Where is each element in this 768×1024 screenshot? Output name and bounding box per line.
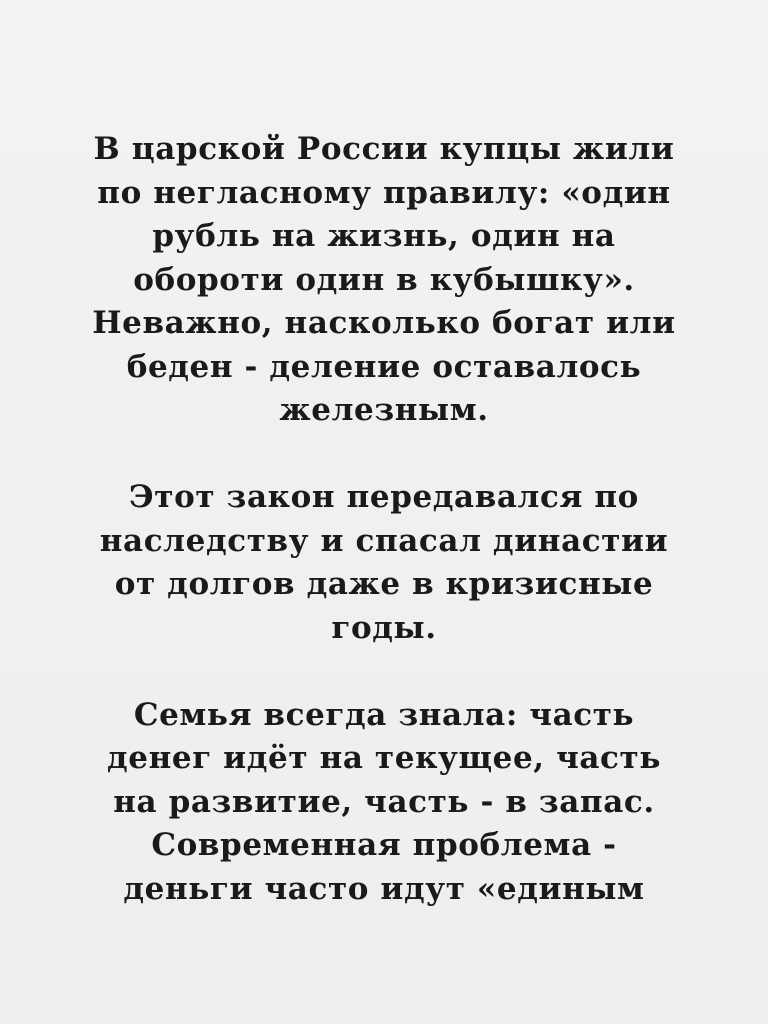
text-line: Современная проблема - bbox=[151, 827, 617, 863]
text-line: беден - деление оставалось bbox=[126, 348, 642, 385]
paragraph-merchant-rule bbox=[40, 128, 728, 433]
paragraph-spacer bbox=[40, 433, 728, 477]
text-line: деньги часто идут «единым bbox=[123, 870, 645, 907]
text-line: наследству и спасал династии bbox=[99, 522, 669, 559]
article-text bbox=[40, 128, 728, 911]
text-line: от долгов даже в кризисные bbox=[114, 566, 654, 602]
text-line: Неважно, насколько богат или bbox=[92, 305, 676, 341]
text-line: рубль на жизнь, один на bbox=[152, 218, 616, 254]
text-line: по негласному правилу: «один bbox=[97, 174, 671, 211]
text-line: обороти один в кубышку». bbox=[133, 261, 635, 298]
paragraph-spacer bbox=[40, 650, 728, 694]
text-line: на развитие, часть - в запас. bbox=[113, 783, 655, 820]
paragraph-inheritance bbox=[40, 476, 728, 650]
text-line: железным. bbox=[279, 392, 489, 428]
text-line: Семья всегда знала: часть bbox=[133, 696, 635, 733]
text-line: годы. bbox=[331, 609, 437, 646]
text-line: В царской России купцы жили bbox=[93, 131, 675, 167]
paragraph-family-budget bbox=[40, 694, 728, 912]
text-line: Этот закон передавался по bbox=[129, 479, 639, 515]
text-line: денег идёт на текущее, часть bbox=[107, 740, 661, 776]
